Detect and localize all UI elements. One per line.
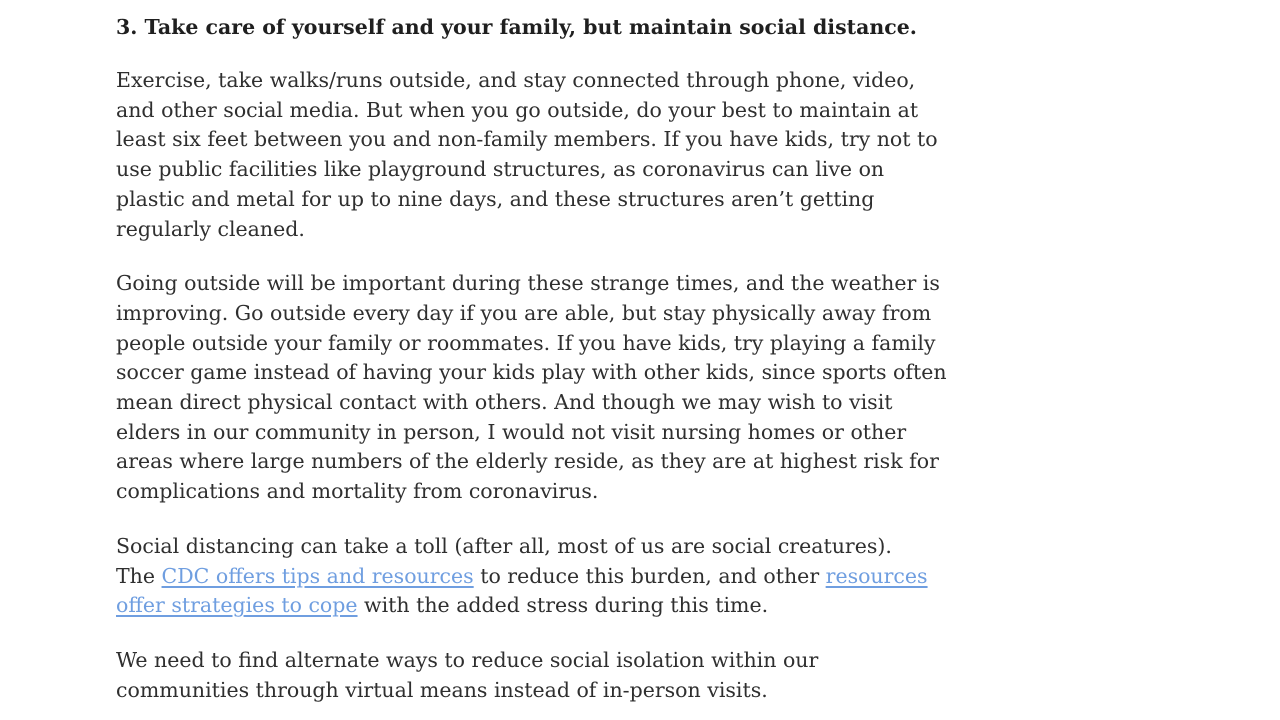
paragraph-exercise [116, 66, 1206, 244]
cdc-tips-link[interactable]: CDC offers tips and resources [161, 563, 474, 588]
text-line: Going outside will be important during these strange times, and the weather is [116, 271, 940, 296]
text-line: plastic and metal for up to nine days, and these structures aren’t getting [116, 186, 875, 211]
text-fragment: with the added stress during this time. [357, 593, 769, 618]
paragraph-social-isolation [116, 646, 1206, 705]
text-line: communities through virtual means instead of in-person visits. [116, 677, 768, 702]
text-fragment: to reduce this burden, and other [473, 563, 826, 588]
text-line: use public facilities like playground structures, as coronavirus can live on [116, 157, 885, 182]
text-line: areas where large numbers of the elderly reside, as they are at highest risk for [116, 449, 939, 474]
text-line: Exercise, take walks/runs outside, and stay connected through phone, video, [116, 68, 916, 92]
paragraph-social-distancing [116, 532, 1206, 621]
text-line: We need to find alternate ways to reduce social isolation within our [116, 647, 819, 672]
text-line [116, 562, 1206, 592]
coping-resources-link-continued[interactable]: offer strategies to cope [116, 593, 358, 618]
text-line: people outside your family or roommates. If you have kids, try playing a family [116, 330, 936, 355]
text-line: regularly cleaned. [116, 216, 305, 241]
coping-resources-link[interactable]: resources [825, 563, 928, 588]
article-body [116, 12, 1206, 705]
text-line: Social distancing can take a toll (after all, most of us are social creatures). [116, 533, 892, 558]
paragraph-going-outside [116, 269, 1206, 507]
text-line: complications and mortality from coronavirus. [116, 479, 599, 504]
text-line: mean direct physical contact with others. And though we may wish to visit [116, 390, 893, 415]
text-line: elders in our community in person, I would not visit nursing homes or other [116, 419, 907, 444]
section-heading: 3. Take care of yourself and your family, but maintain social distance. [116, 15, 917, 39]
text-line [116, 591, 1206, 621]
text-line: soccer game instead of having your kids play with other kids, since sports often [116, 360, 947, 385]
text-line: and other social media. But when you go outside, do your best to maintain at [116, 97, 919, 122]
text-fragment: The [116, 563, 162, 588]
text-line: improving. Go outside every day if you are able, but stay physically away from [116, 300, 932, 325]
text-line: least six feet between you and non-family members. If you have kids, try not to [116, 127, 938, 152]
